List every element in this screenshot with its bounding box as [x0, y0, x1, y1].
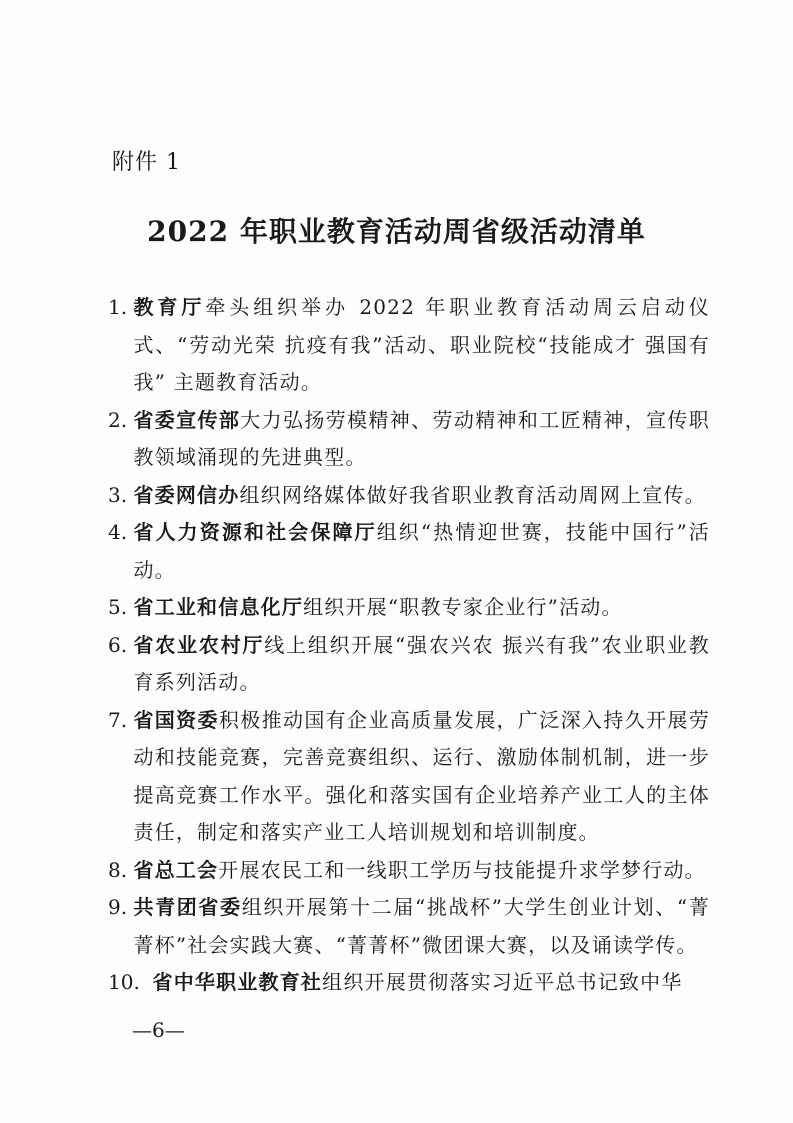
item-number: 10. [108, 970, 153, 994]
item-description: 大力弘扬劳模精神、劳动精神和工匠精神，宣传职教领域涌现的先进典型。 [133, 407, 710, 469]
item-body [133, 402, 710, 477]
item-number: 3. [108, 482, 134, 507]
item-body [133, 852, 710, 890]
item-number: 9. [108, 895, 134, 919]
item-department: 省人力资源和社会保障厅 [133, 520, 377, 544]
item-number: 1. [108, 295, 134, 319]
item-department: 教育厅 [133, 295, 206, 319]
item-department: 省国资委 [133, 707, 219, 732]
item-number: 7. [108, 707, 134, 732]
attachment-label: 附件 1 [112, 150, 181, 175]
list-item [108, 589, 710, 627]
item-department: 省委网信办 [133, 482, 240, 507]
list-item [108, 477, 710, 515]
activity-list [108, 289, 710, 1002]
item-description: 组织网络媒体做好我省职业教育活动周网上宣传。 [239, 482, 706, 507]
item-body [133, 702, 710, 852]
list-item [108, 889, 710, 964]
document-title: 2022 年职业教育活动周省级活动清单 [147, 215, 646, 248]
item-body [133, 627, 710, 702]
item-body [133, 289, 710, 402]
item-number: 2. [108, 407, 134, 432]
list-item [108, 402, 710, 477]
item-description: 积极推动国有企业高质量发展，广泛深入持久开展劳动和技能竞赛，完善竞赛组织、运行、激励体制机制，进一步提高竞赛工作水平。强化和落实国有企业培养产业工人的主体责任，制定和落实产业工人培训规划和培训制度。 [133, 707, 710, 844]
item-department: 省农业农村厅 [133, 632, 265, 657]
item-description: 牵头组织举办 2022 年职业教育活动周云启动仪式、“劳动光荣 抗疫有我”活动、职业院校“技能成才 强国有我” 主题教育活动。 [133, 295, 710, 394]
list-item [108, 702, 710, 852]
item-body [133, 514, 710, 589]
list-item [108, 514, 710, 589]
item-description: 组织“热情迎世赛，技能中国行”活动。 [133, 520, 711, 582]
item-body [133, 589, 710, 627]
item-description: 组织开展“职教专家企业行”活动。 [303, 595, 623, 619]
item-department: 共青团省委 [133, 895, 242, 919]
item-department: 省工业和信息化厅 [133, 595, 304, 619]
list-item [108, 852, 710, 890]
item-number: 8. [108, 857, 134, 882]
item-department: 省总工会 [133, 857, 219, 882]
item-body [133, 477, 710, 515]
item-body [133, 889, 710, 964]
item-description: 开展农民工和一线职工学历与技能提升求学梦行动。 [218, 857, 706, 882]
item-number: 4. [108, 520, 134, 544]
page-number: —6— [132, 1018, 185, 1042]
item-description: 组织开展第十二届“挑战杯”大学生创业计划、“菁菁杯”社会实践大赛、“菁菁杯”微团课大赛，以及诵读学传。 [133, 895, 711, 957]
item-description: 线上组织开展“强农兴农 振兴有我”农业职业教育系列活动。 [133, 632, 710, 694]
item-number: 5. [108, 595, 134, 619]
item-body [153, 964, 710, 1002]
item-number: 6. [108, 632, 134, 657]
list-item [108, 627, 710, 702]
list-item [108, 289, 710, 402]
list-item [108, 964, 710, 1002]
item-department: 省委宣传部 [133, 407, 241, 432]
item-description: 组织开展贯彻落实习近平总书记致中华 [322, 970, 683, 994]
item-department: 省中华职业教育社 [152, 970, 323, 994]
